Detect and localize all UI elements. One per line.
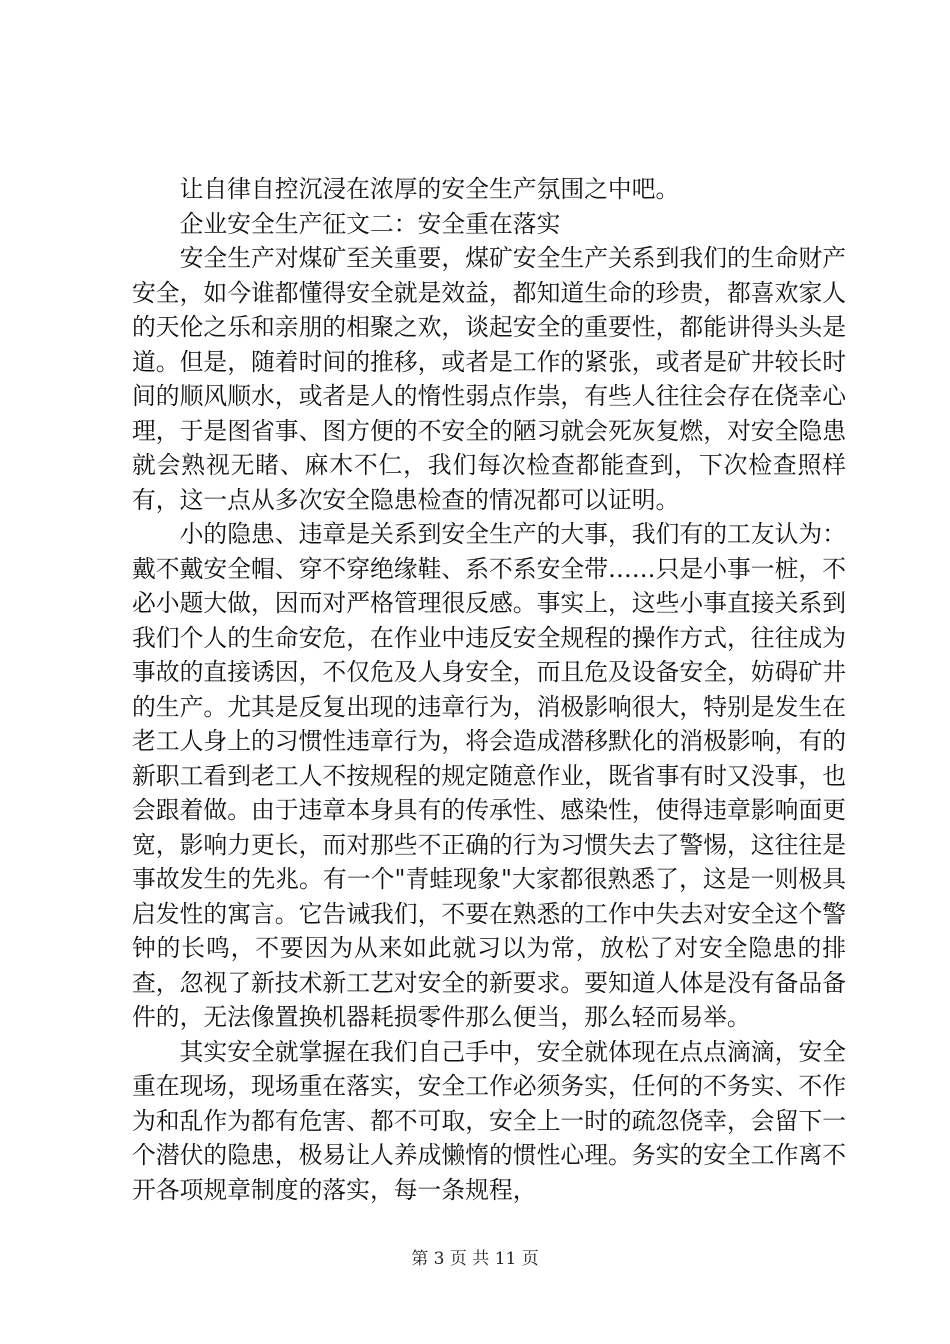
essay-title: 企业安全生产征文二：安全重在落实 bbox=[179, 209, 561, 238]
paragraph-1: 安全生产对煤矿至关重要，煤矿安全生产关系到我们的生命财产安全，如今谁都懂得安全就是效益，都知道生命的珍贵，都喜欢家人的天伦之乐和亲朋的相聚之欢，谈起安全的重要性，都能讲得头头是道。但是，随着时间的推移，或者是工作的紧张，或者是矿井较长时间的顺风顺水，或者是人的惰性弱点作祟，有些人往往会存在侥幸心理，于是图省事、图方便的不安全的陋习就会死灰复燃，对安全隐患就会熟视无睹、麻木不仁，我们每次检查都能查到，下次检查照样有，这一点从多次安全隐患检查的情况都可以证明。 bbox=[132, 244, 846, 514]
paragraph-closing-line: 让自律自控沉浸在浓厚的安全生产氛围之中吧。 bbox=[179, 175, 680, 203]
paragraph-3: 其实安全就掌握在我们自己手中，安全就体现在点点滴滴，安全重在现场，现场重在落实，安全工作必须务实，任何的不务实、不作为和乱作为都有危害、都不可取，安全上一时的疏忽侥幸，会留下一个潜伏的隐患，极易让人养成懒惰的惯性心理。务实的安全工作离不开各项规章制度的落实，每一条规程， bbox=[132, 1037, 846, 1204]
paragraph-2: 小的隐患、违章是关系到安全生产的大事，我们有的工友认为：戴不戴安全帽、穿不穿绝缘鞋、系不系安全带……只是小事一桩，不必小题大做，因而对严格管理很反感。事实上，这些小事直接关系到我们个人的生命安危，在作业中违反安全规程的操作方式，往往成为事故的直接诱因，不仅危及人身安全，而且危及设备安全，妨碍矿井的生产。尤其是反复出现的违章行为，消极影响很大，特别是发生在老工人身上的习惯性违章行为，将会造成潜移默化的消极影响，有的新职工看到老工人不按规程的规定随意作业，既省事有时又没事，也会跟着做。由于违章本身具有的传承性、感染性，使得违章影响面更宽，影响力更长，而对那些不正确的行为习惯失去了警惕，这往往是事故发生的先兆。有一个"青蛙现象"大家都很熟悉了，这是一则极具启发性的寓言。它告诫我们，不要在熟悉的工作中失去对安全这个警钟的长鸣，不要因为从来如此就习以为常，放松了对安全隐患的排查，忽视了新技术新工艺对安全的新要求。要知道人体是没有备品备件的，无法像置换机器耗损零件那么便当，那么轻而易举。 bbox=[132, 520, 846, 1031]
page-number-footer: 第 3 页 共 11 页 bbox=[411, 1249, 539, 1269]
document-body bbox=[132, 172, 846, 1207]
